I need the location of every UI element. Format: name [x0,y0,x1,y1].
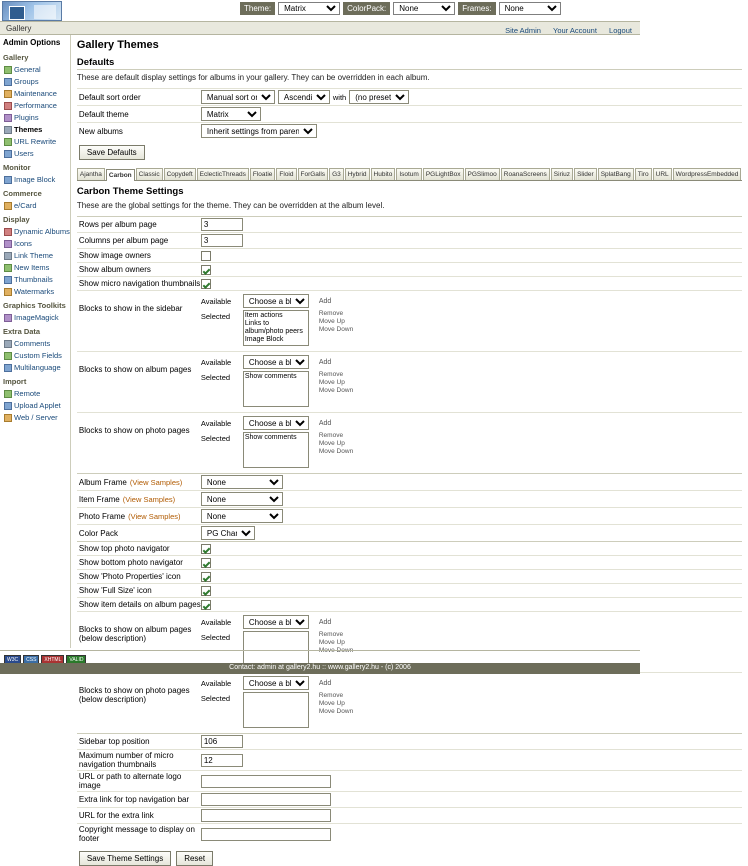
blocks-to-show-on-photo-pages-move-up-button[interactable]: Move Up [318,440,345,447]
frames-select[interactable] [499,2,561,15]
sidebar-item-link-theme[interactable] [2,250,70,262]
sidebar-item-label: Comments [14,339,51,348]
blocks-to-show-on-photo-pages-below-description-available-label: Available [200,678,232,688]
sidebar-item-url-rewrite[interactable] [2,136,70,148]
frames-label: Frames: [458,2,495,15]
blocks-to-show-in-the-sidebar-available-select[interactable] [243,294,309,308]
gallery-logo [2,1,62,21]
sidebar-item-new-items[interactable] [2,262,70,274]
extra-link-for-top-navigation-bar-input[interactable] [201,793,331,806]
sidebar-item-remote[interactable] [2,388,70,400]
sidebar-item-label: Web / Server [14,413,58,422]
blocks-to-show-on-album-pages-actions [319,371,353,394]
copyright-message-to-display-on-footer-input[interactable] [201,828,331,841]
color-pack-label: Color Pack [78,528,118,538]
show-image-owners-checkbox[interactable] [201,251,211,261]
theme-icon [4,126,12,134]
tab-carbon[interactable]: Carbon [106,169,135,181]
show-item-details-on-album-pages-checkbox[interactable] [201,600,211,610]
sidebar-item-label: Watermarks [14,287,55,296]
sidebar-item-web-server[interactable] [2,412,70,424]
show-micro-navigation-thumbnails-checkbox[interactable] [201,279,211,289]
tab-url[interactable]: URL [653,168,672,180]
sidebar-group-display: Display [3,215,30,224]
blocks-to-show-on-photo-pages-available-select[interactable] [243,416,309,430]
sidebar-top-position-row [77,733,743,749]
link-icon [4,138,12,146]
badge-valid[interactable]: VALID [66,655,86,665]
applet-icon [4,402,12,410]
url-for-the-extra-link-label: URL for the extra link [78,811,154,820]
album-frame-text: Album Frame [78,477,127,487]
show-image-owners-row [77,248,743,262]
comment-icon [4,340,12,348]
page-title: Gallery Themes [76,39,159,51]
photo-frame-row [77,507,743,524]
sidebar-item-image-block[interactable] [2,174,70,186]
show-full-size-icon-row [77,583,743,597]
url-or-path-to-alternate-logo-image-label: URL or path to alternate logo image [78,772,182,790]
save-defaults-button[interactable]: Save Defaults [79,145,145,160]
new-albums-select[interactable] [201,124,317,138]
item-frame-label [77,495,201,504]
sidebar-item-label: Multilanguage [14,363,61,372]
theme-toolbar [240,2,561,15]
tab-roanascreens[interactable]: RoanaScreens [501,168,550,180]
new-icon [4,264,12,272]
sidebar-item-label: Link Theme [14,251,54,260]
breadcrumb-gallery[interactable]: Gallery [6,24,32,33]
list-item[interactable]: Show comments [244,434,297,441]
default-sort-order-row [77,88,743,105]
show-photo-properties-icon-checkbox[interactable] [201,572,211,582]
photo-frame-label [77,512,201,521]
sidebar-item-general[interactable] [2,64,70,76]
default-sort-order-label: Default sort order [78,92,141,102]
url-for-the-extra-link-row [77,807,743,823]
blocks-to-show-in-the-sidebar-actions [319,310,353,333]
blocks-to-show-on-photo-pages-below-description-add-button[interactable]: Add [318,679,332,687]
tab-floid[interactable]: Floid [276,168,296,180]
blocks-to-show-on-photo-pages-below-description-available-select[interactable] [243,676,309,690]
item-frame-text: Item Frame [78,494,120,504]
blocks-to-show-on-photo-pages-below-description-label: Blocks to show on photo pages (below description) [78,686,190,704]
show-micro-navigation-thumbnails-row [77,276,743,290]
icons-icon [4,240,12,248]
url-or-path-to-alternate-logo-image-input[interactable] [201,775,331,788]
sidebar-item-label: Performance [14,101,57,110]
new-albums-row [77,122,743,139]
groups-icon [4,78,12,86]
tab-g3[interactable]: G3 [329,168,344,180]
tab-hubito[interactable]: Hubito [371,168,396,180]
album-icon [4,228,12,236]
badge-xhtml[interactable]: XHTML [41,655,64,665]
theme-settings-description: These are the global settings for the theme. They can be overridden at the album level. [76,201,385,210]
show-top-photo-navigator-checkbox[interactable] [201,544,211,554]
album-frame-row [77,473,743,490]
rows-per-album-page-label: Rows per album page [78,220,157,229]
color-pack-select[interactable] [201,526,255,540]
sidebar-group-import: Import [3,377,27,386]
show-image-owners-label: Show image owners [78,251,151,260]
blocks-to-show-on-album-pages-below-description-move-up-button[interactable]: Move Up [318,639,345,646]
colorpack-select[interactable] [393,2,455,15]
copyright-message-to-display-on-footer-row [77,823,743,844]
maximum-number-of-micro-navigation-thumbnails-input[interactable] [201,754,243,767]
sidebar-item-label: New Items [14,263,50,272]
defaults-description: These are default display settings for albums in your gallery. They can be overridden in each album. [76,73,430,82]
list-item[interactable]: Item actions [244,312,283,319]
tab-pgslimoo[interactable]: PGSlimoo [465,168,500,180]
tab-wordpressembedded[interactable]: WordpressEmbedded [673,168,742,180]
blocks-to-show-on-photo-pages-below-description-selected-list[interactable] [243,692,309,728]
sidebar-item-label: Remote [14,389,41,398]
sidebar-item-performance[interactable] [2,100,70,112]
sidebar-group-gallery: Gallery [3,53,29,62]
sidebar-item-label: Groups [14,77,39,86]
tab-tiro[interactable]: Tiro [635,168,652,180]
sidebar-item-label: Custom Fields [14,351,62,360]
reset-button[interactable]: Reset [176,851,213,866]
sidebar-item-label: Upload Applet [14,401,61,410]
sidebar-item-label: Icons [14,239,32,248]
blocks-to-show-in-the-sidebar-remove-button[interactable]: Remove [318,310,344,317]
blocks-to-show-on-album-pages-below-description-label: Blocks to show on album pages (below description) [78,625,192,643]
blocks-to-show-in-the-sidebar-available-label: Available [200,296,232,306]
show-top-photo-navigator-label: Show top photo navigator [78,544,170,553]
remote-icon [4,390,12,398]
sidebar-item-label: Thumbnails [14,275,53,284]
card-icon [4,202,12,210]
blocks-to-show-on-album-pages-below-description-move-down-button[interactable]: Move Down [318,647,354,654]
thumb-icon [4,276,12,284]
logout-link[interactable]: Logout [609,26,632,35]
blocks-to-show-on-photo-pages-row [77,412,743,473]
item-frame-view-samples-link[interactable]: (View Samples) [122,494,176,504]
badge-w3c[interactable]: W3C [4,655,21,665]
blocks-to-show-on-album-pages-below-description-selected-label: Selected [200,633,231,642]
list-item[interactable]: Show comments [244,373,297,380]
album-frame-label [77,478,201,487]
users-icon [4,150,12,158]
columns-per-album-page-row [77,232,743,248]
tab-classic[interactable]: Classic [136,168,163,180]
blocks-to-show-on-photo-pages-below-description-move-up-button[interactable]: Move Up [318,700,345,707]
tab-hybrid[interactable]: Hybrid [345,168,370,180]
tab-pglightbox[interactable]: PGLightBox [423,168,464,180]
show-item-details-on-album-pages-row [77,597,743,611]
show-full-size-icon-label: Show 'Full Size' icon [78,586,152,595]
url-for-the-extra-link-input[interactable] [201,809,331,822]
show-top-photo-navigator-row [77,541,743,555]
show-bottom-photo-navigator-row [77,555,743,569]
blocks-to-show-in-the-sidebar-row [77,290,743,351]
blocks-to-show-in-the-sidebar-move-up-button[interactable]: Move Up [318,318,345,325]
blocks-to-show-on-album-pages-available-label: Available [200,357,232,367]
tab-eclecticthreads[interactable]: EclecticThreads [197,168,249,180]
sidebar-item-label: URL Rewrite [14,137,57,146]
sidebar-item-label: Users [14,149,34,158]
show-micro-navigation-thumbnails-label: Show micro navigation thumbnails [78,279,201,288]
save-theme-settings-button[interactable]: Save Theme Settings [79,851,171,866]
blocks-to-show-on-photo-pages-below-description-actions [319,692,353,715]
sidebar-item-multilanguage[interactable] [2,362,70,374]
sidebar-group-commerce: Commerce [3,189,42,198]
extra-link-for-top-navigation-bar-label: Extra link for top navigation bar [78,795,190,804]
sidebar-item-label: Dynamic Albums [14,227,70,236]
extra-link-for-top-navigation-bar-row [77,791,743,807]
sidebar-item-dynamic-albums[interactable] [2,226,70,238]
blocks-to-show-in-the-sidebar-add-button[interactable]: Add [318,297,332,305]
theme-label: Theme: [240,2,275,15]
blocks-to-show-on-album-pages-row [77,351,743,412]
sidebar-item-label: e/Card [14,201,37,210]
blocks-to-show-on-album-pages-move-down-button[interactable]: Move Down [318,387,354,394]
blocks-to-show-on-photo-pages-below-description-row [77,672,743,733]
sidebar [0,35,71,648]
list-item[interactable]: Links to album/photo peers [244,320,303,335]
default-theme-row [77,105,743,122]
sidebar-item-users[interactable] [2,148,70,160]
sidebar-item-label: Themes [14,125,43,134]
new-albums-label: New albums [78,126,123,136]
header-links [495,26,632,35]
default-sort-order-select[interactable] [201,90,275,104]
blocks-to-show-on-photo-pages-available-label: Available [200,418,232,428]
tab-copydeft[interactable]: Copydeft [164,168,196,180]
show-album-owners-row [77,262,743,276]
photo-frame-select[interactable] [201,509,283,523]
wrench-icon [4,90,12,98]
sidebar-top-position-label: Sidebar top position [78,737,150,746]
theme-settings-heading: Carbon Theme Settings [76,186,184,197]
tab-isotum[interactable]: Isotum [396,168,422,180]
photo-frame-text: Photo Frame [78,511,126,521]
blocks-to-show-on-photo-pages-below-description-selected-label: Selected [200,694,231,703]
sidebar-group-extra-data: Extra Data [3,327,41,336]
sidebar-item-maintenance[interactable] [2,88,70,100]
gear-icon [4,66,12,74]
image-icon [4,176,12,184]
sidebar-item-label: Image Block [14,175,56,184]
sidebar-group-graphics-toolkits: Graphics Toolkits [3,301,66,310]
color-pack-row [77,524,743,541]
sort-direction-select[interactable] [278,90,330,104]
blocks-to-show-on-photo-pages-below-description-remove-button[interactable]: Remove [318,692,344,699]
sidebar-item-label: Maintenance [14,89,57,98]
your-account-link[interactable]: Your Account [553,26,597,35]
footer-text: Contact: admin at gallery2.hu :: www.gallery2.hu - (c) 2006 [229,664,411,671]
list-item[interactable]: Image Block [244,336,284,343]
sidebar-item-thumbnails[interactable] [2,274,70,286]
blocks-to-show-on-album-pages-remove-button[interactable]: Remove [318,371,344,378]
blocks-to-show-on-album-pages-move-up-button[interactable]: Move Up [318,379,345,386]
album-frame-view-samples-link[interactable]: (View Samples) [129,477,183,487]
sidebar-item-watermarks[interactable] [2,286,70,298]
show-album-owners-checkbox[interactable] [201,265,211,275]
blocks-to-show-on-photo-pages-below-description-move-down-button[interactable]: Move Down [318,708,354,715]
rows-per-album-page-input[interactable] [201,218,243,231]
blocks-to-show-in-the-sidebar-selected-label: Selected [200,312,231,321]
blocks-to-show-in-the-sidebar-selected-list[interactable] [243,310,309,346]
top-bar [0,0,640,22]
tab-slider[interactable]: Slider [574,168,597,180]
default-theme-select[interactable] [201,107,261,121]
lang-icon [4,364,12,372]
sidebar-item-custom-fields[interactable] [2,350,70,362]
columns-per-album-page-input[interactable] [201,234,243,247]
blocks-to-show-in-the-sidebar-label: Blocks to show in the sidebar [78,304,183,313]
default-theme-label: Default theme [78,109,129,119]
footer-bar [0,663,640,674]
sidebar-item-label: Plugins [14,113,39,122]
show-bottom-photo-navigator-checkbox[interactable] [201,558,211,568]
columns-per-album-page-label: Columns per album page [78,236,169,245]
magick-icon [4,314,12,322]
link-icon [4,252,12,260]
tab-ajantha[interactable]: Ajantha [77,168,105,180]
colorpack-label: ColorPack: [343,2,390,15]
blocks-to-show-on-album-pages-below-description-available-label: Available [200,617,232,627]
item-frame-row [77,490,743,507]
sidebar-item-label: General [14,65,41,74]
maximum-number-of-micro-navigation-thumbnails-row [77,749,743,770]
sidebar-item-label: ImageMagick [14,313,59,322]
badge-css[interactable]: CSS [23,655,39,665]
blocks-to-show-on-album-pages-below-description-remove-button[interactable]: Remove [318,631,344,638]
copyright-message-to-display-on-footer-label: Copyright message to display on footer [78,825,195,843]
blocks-to-show-on-photo-pages-selected-list[interactable] [243,432,309,468]
show-full-size-icon-checkbox[interactable] [201,586,211,596]
blocks-to-show-on-photo-pages-actions [319,432,353,455]
tab-floatie[interactable]: Floatie [250,168,276,180]
blocks-to-show-on-album-pages-below-description-available-select[interactable] [243,615,309,629]
defaults-heading: Defaults [77,57,743,70]
blocks-to-show-on-photo-pages-label: Blocks to show on photo pages [78,426,190,435]
theme-select[interactable] [278,2,340,15]
blocks-to-show-on-photo-pages-add-button[interactable]: Add [318,419,332,427]
photo-frame-view-samples-link[interactable]: (View Samples) [128,511,181,521]
show-album-owners-label: Show album owners [78,265,151,274]
blocks-to-show-on-album-pages-add-button[interactable]: Add [318,358,332,366]
with-label: with [332,92,347,102]
blocks-to-show-on-album-pages-below-description-add-button[interactable]: Add [318,618,332,626]
blocks-to-show-on-photo-pages-remove-button[interactable]: Remove [318,432,344,439]
tab-splatbang[interactable]: SplatBang [598,168,634,180]
blocks-to-show-on-album-pages-selected-label: Selected [200,373,231,382]
maximum-number-of-micro-navigation-thumbnails-label: Maximum number of micro navigation thumbnails [78,751,174,769]
sidebar-item-comments[interactable] [2,338,70,350]
sidebar-item-upload-applet[interactable] [2,400,70,412]
url-or-path-to-alternate-logo-image-row [77,770,743,791]
show-item-details-on-album-pages-label: Show item details on album pages [78,600,201,609]
theme-tabs [77,168,743,181]
blocks-to-show-on-photo-pages-move-down-button[interactable]: Move Down [318,448,354,455]
blocks-to-show-on-album-pages-label: Blocks to show on album pages [78,365,192,374]
footer [0,650,640,674]
sidebar-group-monitor: Monitor [3,163,31,172]
show-photo-properties-icon-row [77,569,743,583]
sidebar-top-position-input[interactable] [201,735,243,748]
item-frame-select[interactable] [201,492,283,506]
gauge-icon [4,102,12,110]
sidebar-item-themes[interactable] [2,124,70,136]
album-frame-select[interactable] [201,475,283,489]
sort-preset-select[interactable] [349,90,409,104]
site-admin-link[interactable]: Site Admin [505,26,541,35]
plugin-icon [4,114,12,122]
sidebar-item-e-card[interactable] [2,200,70,212]
sidebar-item-imagemagick[interactable] [2,312,70,324]
fields-icon [4,352,12,360]
blocks-to-show-on-photo-pages-selected-label: Selected [200,434,231,443]
tab-forgalls[interactable]: ForGalls [298,168,329,180]
blocks-to-show-on-album-pages-available-select[interactable] [243,355,309,369]
water-icon [4,288,12,296]
show-photo-properties-icon-label: Show 'Photo Properties' icon [78,572,181,581]
sidebar-item-groups[interactable] [2,76,70,88]
blocks-to-show-in-the-sidebar-move-down-button[interactable]: Move Down [318,326,354,333]
show-bottom-photo-navigator-label: Show bottom photo navigator [78,558,183,567]
sidebar-item-plugins[interactable] [2,112,70,124]
sidebar-title: Admin Options [3,38,61,47]
blocks-to-show-on-album-pages-selected-list[interactable] [243,371,309,407]
tab-siriuz[interactable]: Siriuz [551,168,573,180]
web-icon [4,414,12,422]
rows-per-album-page-row [77,216,743,232]
sidebar-item-icons[interactable] [2,238,70,250]
